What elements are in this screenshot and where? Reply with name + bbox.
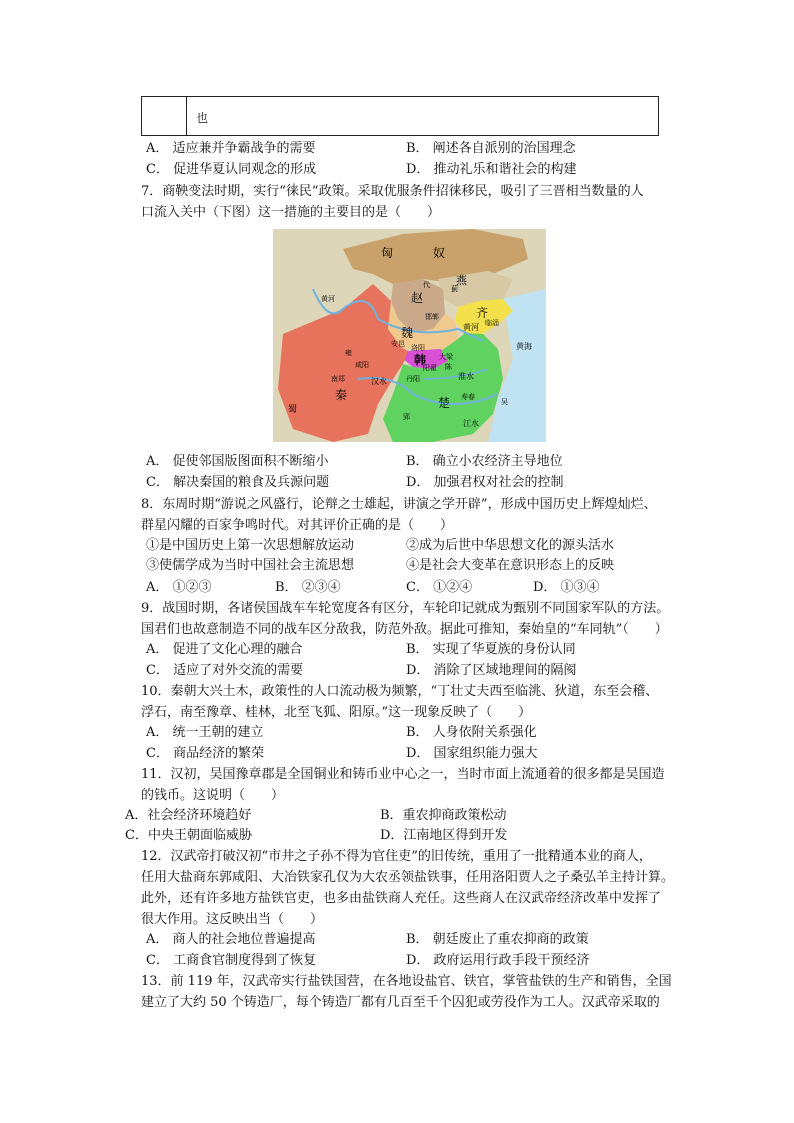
map-label-handan: 邯郸 — [425, 313, 439, 321]
q8-option-c: C． ①②④ — [406, 580, 473, 595]
q10-option-c: C． 商品经济的繁荣 — [146, 746, 265, 761]
map-label-huanghe: 黄河 — [463, 323, 479, 332]
map-label-huanghai: 黄海 — [516, 342, 532, 351]
q8-option-d: D． ①③④ — [533, 580, 600, 595]
q12-option-c: C． 工商食官制度得到了恢复 — [146, 953, 317, 968]
q10-option-a: A． 统一王朝的建立 — [146, 725, 264, 740]
q7-stem-line2: 口流入关中（下图）这一措施的主要目的是（ ） — [141, 205, 441, 220]
map-label-wei: 魏 — [401, 326, 414, 340]
map-label-zhao: 赵 — [411, 291, 424, 305]
q9-stem-line2: 国君们也故意制造不同的战车区分敌我，防范外敌。据此可推知，秦始皇的“车同轨”（ ） — [141, 622, 668, 637]
q10-stem-line2: 浮石，南至豫章、桂林，北至飞狐、阳原。”这一现象反映了（ ） — [141, 705, 532, 720]
map-label-daliang: 大梁 — [439, 353, 453, 361]
q6-option-d: D． 推动礼乐和谐社会的构建 — [406, 162, 577, 177]
map-label-jiangshui: 江水 — [463, 419, 479, 428]
q11-option-b: B．重农抑商政策松动 — [380, 808, 507, 823]
q10-stem-line1: 10．秦朝大兴土木，政策性的人口流动极为频繁，“丁壮丈夫西至临洮、狄道，东至会稽、 — [141, 684, 659, 699]
q7-option-d: D． 加强君权对社会的控制 — [406, 475, 564, 490]
map-label-luoyang: 洛阳 — [411, 344, 425, 352]
q8-stem-line1: 8．东周时期“游说之风盛行，论辩之士雄起，讲演之学开辟”，形成中国历史上辉煌灿烂、 — [141, 497, 657, 512]
map-label-shouchun: 寿春 — [461, 393, 475, 401]
q11-option-a: A．社会经济环境趋好 — [125, 808, 252, 823]
map-label-yong: 雍 — [345, 349, 352, 357]
q7-option-a: A． 促使邻国版图面积不断缩小 — [146, 454, 329, 469]
q8-statement-1: ①是中国历史上第一次思想解放运动 — [146, 538, 355, 553]
map-label-nanzheng: 南郑 — [331, 375, 345, 383]
map-label-qi: 齐 — [476, 306, 489, 320]
q8-statement-3: ③使儒学成为当时中国社会主流思想 — [146, 558, 355, 573]
map-label-ying: 郢 — [403, 413, 410, 421]
q11-stem-line2: 的钱币。这说明（ ） — [141, 788, 285, 803]
q9-option-d: D． 消除了区域地理间的隔阂 — [406, 663, 577, 678]
q9-stem-line1: 9．战国时期，各诸侯国战车车轮宽度各有区分，车轮印记就成为甄别不同国家军队的方法。 — [141, 601, 670, 616]
q11-stem-line1: 11．汉初，吴国豫章郡是全国铜业和铸币业中心之一，当时市面上流通着的很多都是吴国造 — [141, 767, 665, 782]
q8-stem-line2: 群星闪耀的百家争鸣时代。对其评价正确的是（ ） — [141, 518, 454, 533]
map-label-chu: 楚 — [438, 396, 451, 410]
q8-option-b: B． ②③④ — [275, 580, 341, 595]
q12-stem-line4: 很大作用。这反映出当（ ） — [141, 912, 324, 927]
map-label-wu: 吴 — [501, 398, 508, 406]
map-label-chen: 陈 — [445, 363, 452, 371]
q12-stem-line2: 任用大盐商东郭咸阳、大冶铁家孔仅为大农丞领盐铁事，任用洛阳贾人之子桑弘羊主持计算。 — [141, 870, 675, 885]
q9-option-a: A． 促进了文化心理的融合 — [146, 642, 303, 657]
map-label-danyang: 丹阳 — [406, 375, 420, 383]
map-label-huaishui: 淮水 — [458, 372, 474, 381]
q9-option-b: B． 实现了华夏族的身份认同 — [406, 642, 576, 657]
q13-stem-line1: 13．前 119 年，汉武帝实行盐铁国营，在各地设盐官、铁官，掌管盐铁的生产和销售，全国 — [141, 974, 672, 989]
map-label-yan: 燕 — [456, 274, 467, 287]
q12-option-d: D． 政府运用行政手段干预经济 — [406, 953, 590, 968]
q8-statement-2: ②成为后世中华思想文化的源头活水 — [406, 538, 615, 553]
q8-option-a: A． ①②③ — [146, 580, 212, 595]
q8-statement-4: ④是社会大变革在意识形态上的反映 — [406, 558, 615, 573]
q12-stem-line3: 此外，还有许多地方盐铁官吏，也多由盐铁商人充任。这些商人在汉武帝经济改革中发挥了 — [141, 891, 662, 906]
table-fragment — [141, 96, 659, 136]
table-cell-text: 也 — [196, 111, 209, 125]
map-label-huanghe2: 黄河 — [321, 295, 335, 303]
q11-option-c: C．中央王朝面临威胁 — [125, 828, 252, 843]
q7-stem-line1: 7．商鞅变法时期，实行“徕民“政策。采取优服条件招徕移民，吸引了三晋相当数量的人 — [141, 184, 644, 199]
q10-option-d: D． 国家组织能力强大 — [406, 746, 538, 761]
q6-option-a: A． 适应兼并争霸战争的需要 — [146, 141, 316, 156]
map-label-ji: 蓟 — [451, 285, 458, 293]
map-label-hanshui: 汉水 — [371, 377, 387, 386]
table-left-cell — [142, 97, 187, 135]
map-label-linzi: 临淄 — [485, 319, 499, 327]
map-label-qin: 秦 — [335, 388, 348, 402]
warring-states-map — [273, 229, 546, 442]
map-label-dai: 代 — [423, 281, 430, 289]
q9-option-c: C． 适应了对外交流的需要 — [146, 663, 304, 678]
map-label-yangzhai: 阳翟 — [423, 364, 437, 372]
q12-option-b: B． 朝廷废止了重农抑商的政策 — [406, 932, 589, 947]
q12-stem-line1: 12．汉武帝打破汉初“市井之子孙不得为官住吏”的旧传统，重用了一批精通本业的商人， — [141, 849, 652, 864]
q7-option-c: C． 解决秦国的粮食及兵源问题 — [146, 475, 330, 490]
map-label-anyi: 安邑 — [391, 340, 405, 348]
q6-option-c: C． 促进华夏认同观念的形成 — [146, 162, 317, 177]
map-label-shu: 蜀 — [288, 405, 298, 415]
q6-option-b: B． 阐述各自派别的治国理念 — [406, 141, 576, 156]
map-label-xianyang: 咸阳 — [355, 361, 369, 369]
q12-option-a: A． 商人的社会地位普遍提高 — [146, 932, 316, 947]
map-label-han: 韩 — [414, 353, 427, 367]
q13-stem-line2: 建立了大约 50 个铸造厂，每个铸造厂都有几百至千个囚犯或劳役作为工人。汉武帝采取的 — [141, 995, 660, 1010]
map-label-xiongnu2: 奴 — [433, 246, 446, 260]
q11-option-d: D．江南地区得到开发 — [380, 828, 508, 843]
map-label-xiongnu1: 匈 — [381, 246, 394, 260]
q7-option-b: B． 确立小农经济主导地位 — [406, 454, 563, 469]
q10-option-b: B． 人身依附关系强化 — [406, 725, 537, 740]
